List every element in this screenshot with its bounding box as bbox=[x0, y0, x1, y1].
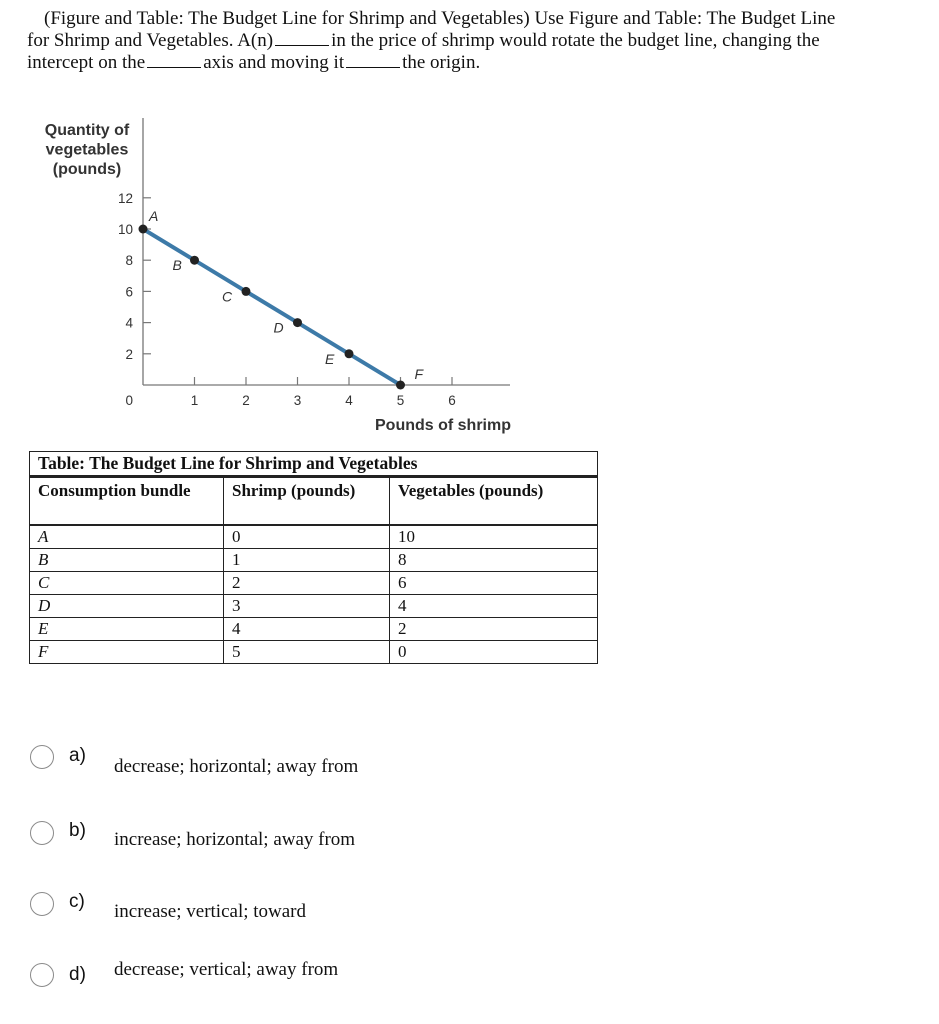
table-row: B 1 8 bbox=[30, 549, 598, 572]
option-b-radio[interactable] bbox=[30, 821, 54, 845]
y-axis-label-line: Quantity of bbox=[44, 122, 130, 139]
question-line-2: for Shrimp and Vegetables. A(n) in the price of shrimp would rotate the budget line, changing the bbox=[27, 30, 820, 51]
y-tick-label: 8 bbox=[125, 253, 133, 269]
point-d bbox=[293, 318, 302, 327]
option-a-radio[interactable] bbox=[30, 745, 54, 769]
y-tick-label: 12 bbox=[117, 190, 133, 206]
point-label-b: B bbox=[172, 257, 182, 274]
y-tick-label: 2 bbox=[125, 346, 133, 362]
option-b-text: increase; horizontal; away from bbox=[114, 829, 356, 850]
option-a-text: decrease; horizontal; away from bbox=[114, 756, 359, 777]
point-e bbox=[345, 349, 354, 358]
x-tick-label: 3 bbox=[293, 393, 302, 408]
option-c-letter: c) bbox=[69, 891, 85, 912]
y-tick-label: 10 bbox=[117, 222, 133, 237]
y-axis-label bbox=[45, 122, 130, 178]
point-label-d: D bbox=[273, 319, 284, 336]
option-d-text: decrease; vertical; away from bbox=[114, 959, 339, 980]
x-tick-label: 4 bbox=[345, 393, 353, 408]
budget-table bbox=[29, 451, 598, 664]
header-shrimp: Shrimp (pounds) bbox=[224, 478, 390, 526]
y-tick-labels bbox=[118, 191, 134, 408]
y-axis-label-line: vegetables bbox=[45, 141, 129, 159]
option-d-radio[interactable] bbox=[30, 963, 54, 987]
point-c bbox=[242, 287, 251, 296]
option-b-letter: b) bbox=[69, 820, 86, 841]
table-header-row bbox=[30, 478, 598, 526]
question-line-3: intercept on the axis and moving it the origin. bbox=[27, 52, 481, 73]
point-label-e: E bbox=[325, 350, 335, 367]
point-b bbox=[190, 256, 199, 265]
question-line-1: (Figure and Table: The Budget Line for Shrimp and Vegetables) Use Figure and Table: The Budget Line bbox=[44, 8, 836, 29]
x-tick-label: 1 bbox=[190, 393, 199, 408]
point-a bbox=[139, 225, 148, 234]
x-tick-label: 2 bbox=[242, 393, 250, 408]
table-row: D 3 4 bbox=[30, 595, 598, 618]
header-bundle: Consumption bundle bbox=[30, 478, 224, 526]
point-f bbox=[396, 381, 405, 390]
budget-line-chart bbox=[0, 110, 540, 440]
x-tick-label: 5 bbox=[396, 393, 405, 408]
blank-2 bbox=[147, 52, 201, 68]
question-text bbox=[27, 8, 907, 74]
option-c-text: increase; vertical; toward bbox=[114, 901, 307, 922]
y-tick-label: 4 bbox=[125, 315, 133, 331]
option-c-radio[interactable] bbox=[30, 892, 54, 916]
table-row: A 0 10 bbox=[30, 525, 598, 549]
table-row: E 4 2 bbox=[30, 618, 598, 641]
y-axis-label-line: (pounds) bbox=[52, 161, 122, 178]
x-tick-label: 6 bbox=[448, 393, 456, 408]
table-row: F 5 0 bbox=[30, 641, 598, 664]
point-label-c: C bbox=[222, 288, 233, 305]
y-tick-label: 6 bbox=[125, 284, 133, 300]
budget-line bbox=[143, 229, 401, 385]
point-label-a: A bbox=[149, 208, 159, 224]
blank-1 bbox=[275, 30, 329, 46]
x-axis-label: Pounds of shrimp bbox=[375, 417, 511, 434]
y-tick-label-0: 0 bbox=[125, 393, 133, 408]
table-caption: Table: The Budget Line for Shrimp and Vegetables bbox=[29, 451, 598, 477]
chart-axes bbox=[143, 118, 510, 385]
option-a-letter: a) bbox=[69, 745, 86, 766]
table-row: C 2 6 bbox=[30, 572, 598, 595]
budget-line-series bbox=[139, 208, 425, 390]
x-tick-labels bbox=[191, 393, 456, 408]
blank-3 bbox=[346, 52, 400, 68]
option-d-letter: d) bbox=[69, 964, 86, 985]
point-label-f: F bbox=[414, 366, 424, 382]
header-vegetables: Vegetables (pounds) bbox=[390, 478, 598, 526]
